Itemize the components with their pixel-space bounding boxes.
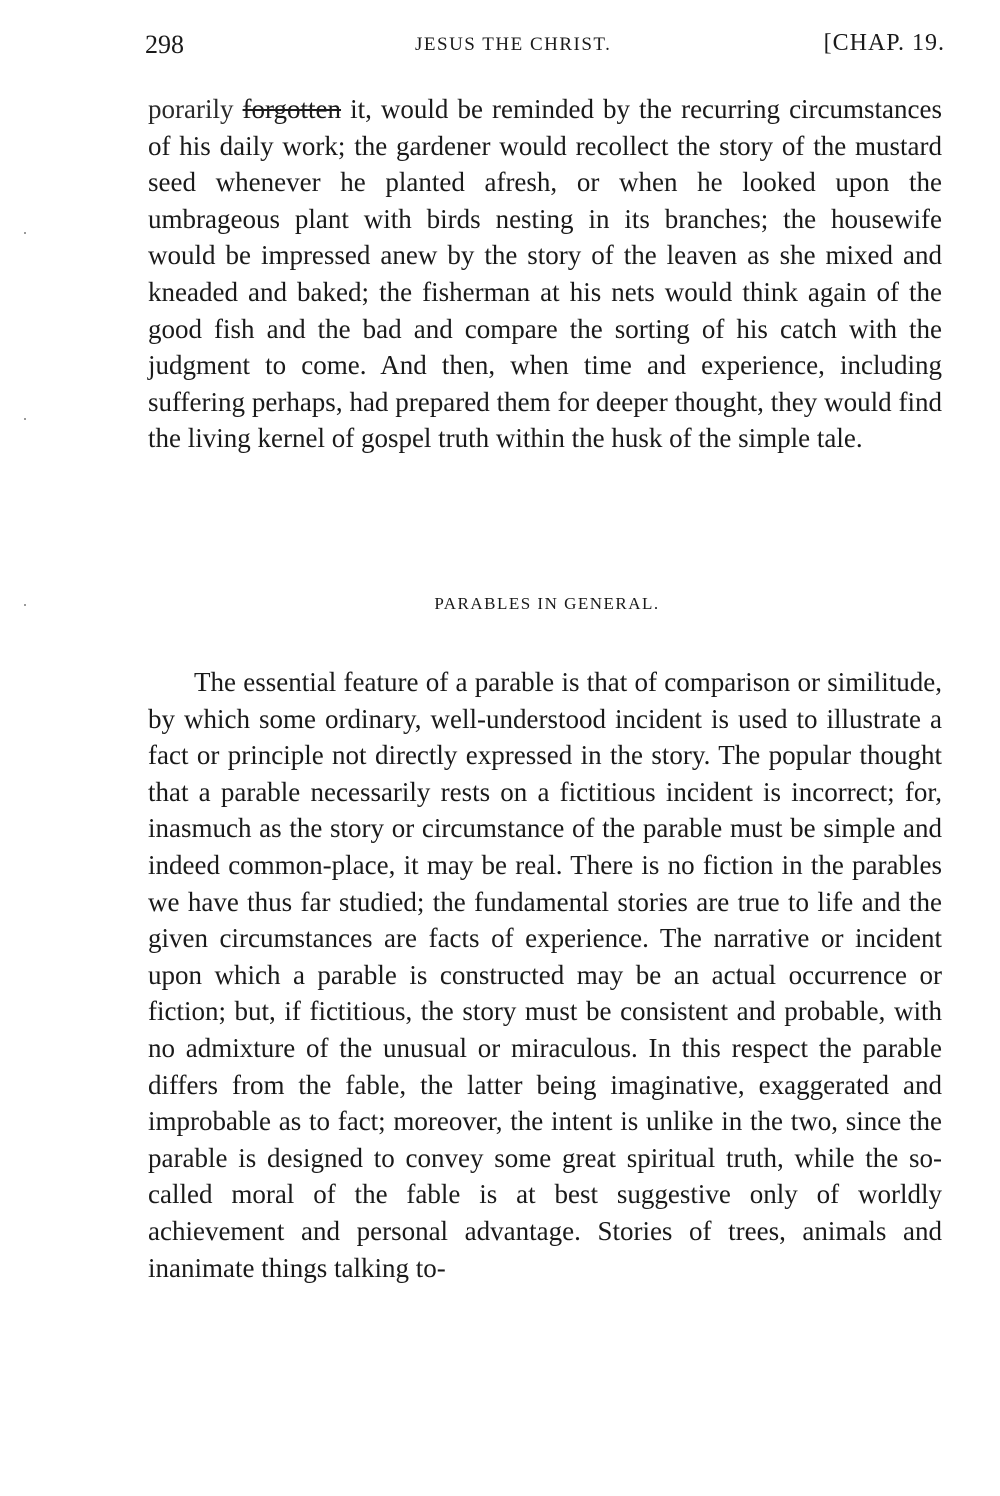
margin-speck — [24, 232, 26, 234]
paragraph-parables-in-general — [148, 664, 942, 1286]
word-fragment: porarily — [148, 94, 234, 124]
section-heading: PARABLES IN GENERAL. — [434, 594, 660, 613]
margin-speck — [24, 418, 26, 420]
paragraph-body: it, would be reminded by the recurring circumstances of his daily work; the gardener would recollect the story of the mustard seed whenever he planted afresh, or when he looked upon the umbrageous plant with birds nesting in its branches; the housewife would be impressed anew by the story of the leaven as she mixed and kneaded and baked; the fisherman at his nets would think again of the good fish and the bad and compare the sorting of his catch with the judgment to come. And then, when time and experience, including suffering perhaps, had prepared them for deeper thought, they would find the living kernel of gospel truth within the husk of the simple tale. — [148, 94, 943, 454]
paragraph-text: The essential feature of a parable is that of comparison or similitude, by which some ordinary, well-understood incident is used to illustrate a fact or principle not directly expressed in the story. The popular thought that a parable necessarily rests on a fictitious incident is incorrect; for, inasmuch as the story or circumstance of the parable must be simple and indeed common-place, it may be real. There is no fiction in the parables we have thus far studied; the fundamental stories are true to life and the given circumstances are facts of experience. The narrative or incident upon which a parable is constructed may be an actual occurrence or fiction; but, if fictitious, the story must be consistent and probable, with no admixture of the unusual or miraculous. In this respect the parable differs from the fable, the latter being imaginative, exaggerated and improbable as to fact; moreover, the intent is unlike in the two, since the parable is designed to convey some great spiritual truth, while the so-called moral of the fable is at best suggestive only of worldly achievement and personal advantage. Stories of trees, animals and inanimate things talking to- — [148, 667, 942, 1283]
page-number: 298 — [145, 30, 184, 59]
running-title: JESUS THE CHRIST. — [415, 34, 612, 55]
paragraph-text — [148, 91, 942, 457]
running-head — [145, 30, 945, 70]
struck-word: forgotten — [242, 94, 342, 124]
paragraph-continuation — [148, 91, 942, 457]
margin-speck — [24, 604, 26, 606]
chapter-reference: [CHAP. 19. — [823, 30, 945, 56]
